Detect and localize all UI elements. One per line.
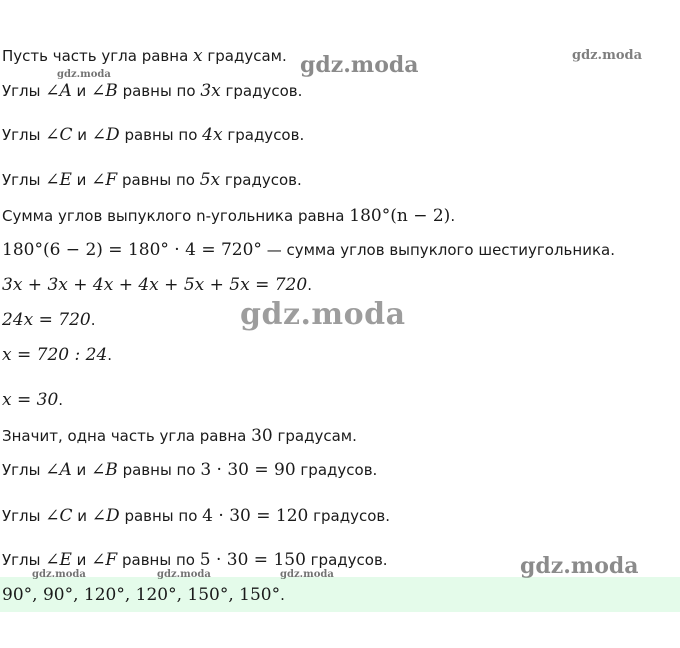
- text: и: [72, 507, 92, 525]
- watermark: gdz.moda: [157, 569, 211, 580]
- watermark: gdz.moda: [240, 297, 406, 332]
- text: .: [450, 207, 456, 225]
- math-angle: ∠B: [91, 460, 118, 480]
- text: Значит, одна часть угла равна: [2, 427, 252, 445]
- answer-line: [2, 585, 285, 605]
- text: Углы: [2, 551, 46, 569]
- text: градусов.: [220, 82, 303, 100]
- text: градусам.: [272, 427, 357, 445]
- text: градусов.: [295, 461, 378, 479]
- math-angle: ∠A: [45, 81, 72, 101]
- math-number: 30: [251, 426, 273, 446]
- text: и: [71, 461, 92, 479]
- answer-values: 90°, 90°, 120°, 120°, 150°, 150°: [2, 585, 281, 605]
- solution-line-11: [2, 426, 357, 446]
- text: Углы: [2, 461, 46, 479]
- text: равны по: [119, 126, 203, 144]
- text: и: [71, 171, 92, 189]
- text: и: [71, 82, 92, 100]
- math-expression: 180°(6 − 2) = 180° · 4 = 720°: [2, 240, 262, 260]
- math-equation: 3x + 3x + 4x + 4x + 5x + 5x = 720: [2, 275, 308, 295]
- text: градусов.: [305, 551, 388, 569]
- text: .: [58, 391, 64, 409]
- math-angle: ∠D: [91, 506, 120, 526]
- math-expression: 5x: [199, 170, 221, 190]
- text: Углы: [2, 126, 46, 144]
- watermark: gdz.moda: [520, 553, 639, 579]
- text: .: [307, 276, 312, 294]
- watermark: gdz.moda: [32, 569, 86, 580]
- text: Пусть часть угла равна: [2, 47, 194, 65]
- text: равны по: [117, 551, 200, 569]
- math-angle: ∠E: [45, 550, 72, 570]
- text: градусов.: [222, 126, 305, 144]
- math-angle: ∠C: [45, 125, 73, 145]
- solution-line-10: [2, 390, 63, 410]
- watermark: gdz.moda: [280, 569, 334, 580]
- text: .: [107, 346, 113, 364]
- text: — сумма углов выпуклого шестиугольника.: [261, 241, 615, 259]
- text: равны по: [119, 507, 203, 525]
- math-variable: x: [193, 46, 203, 66]
- text: равны по: [117, 171, 200, 189]
- math-angle: ∠E: [45, 170, 72, 190]
- solution-line-14: [2, 550, 388, 570]
- watermark: gdz.moda: [300, 52, 419, 78]
- math-angle: ∠B: [91, 81, 118, 101]
- solution-line-8: [2, 310, 96, 330]
- text: градусам.: [202, 47, 287, 65]
- text: и: [72, 126, 92, 144]
- solution-line-12: [2, 460, 377, 480]
- math-expression: 4x: [202, 125, 223, 145]
- watermark: gdz.moda: [57, 69, 111, 80]
- math-angle: ∠A: [45, 460, 72, 480]
- math-angle: ∠D: [91, 125, 120, 145]
- text: Углы: [2, 171, 46, 189]
- math-expression: 3x: [200, 81, 221, 101]
- text: Сумма углов выпуклого n-угольника равна: [2, 207, 350, 225]
- text: градусов.: [220, 171, 302, 189]
- text: Углы: [2, 82, 46, 100]
- text: и: [71, 551, 92, 569]
- text: .: [280, 586, 285, 604]
- math-equation: x = 720 : 24: [2, 345, 108, 365]
- math-angle: ∠F: [91, 170, 118, 190]
- solution-line-1: [2, 46, 287, 66]
- solution-line-7: [2, 275, 312, 295]
- text: равны по: [117, 82, 201, 100]
- solution-line-5: [2, 206, 455, 226]
- text: градусов.: [308, 507, 390, 525]
- solution-line-3: [2, 125, 304, 145]
- math-equation: x = 30: [2, 390, 59, 410]
- math-expression: 5 · 30 = 150: [199, 550, 306, 570]
- solution-line-13: [2, 506, 390, 526]
- solution-line-9: [2, 345, 112, 365]
- solution-line-4: [2, 170, 302, 190]
- math-expression: 4 · 30 = 120: [202, 506, 309, 526]
- math-angle: ∠F: [91, 550, 118, 570]
- watermark: gdz.moda: [572, 48, 643, 63]
- solution-line-6: [2, 240, 615, 260]
- text: .: [90, 311, 96, 329]
- solution-line-2: [2, 81, 302, 101]
- math-equation: 24x = 720: [2, 310, 91, 330]
- math-expression: 3 · 30 = 90: [200, 460, 296, 480]
- math-angle: ∠C: [45, 506, 73, 526]
- text: равны по: [117, 461, 201, 479]
- math-expression: 180°(n − 2): [349, 206, 451, 226]
- text: Углы: [2, 507, 46, 525]
